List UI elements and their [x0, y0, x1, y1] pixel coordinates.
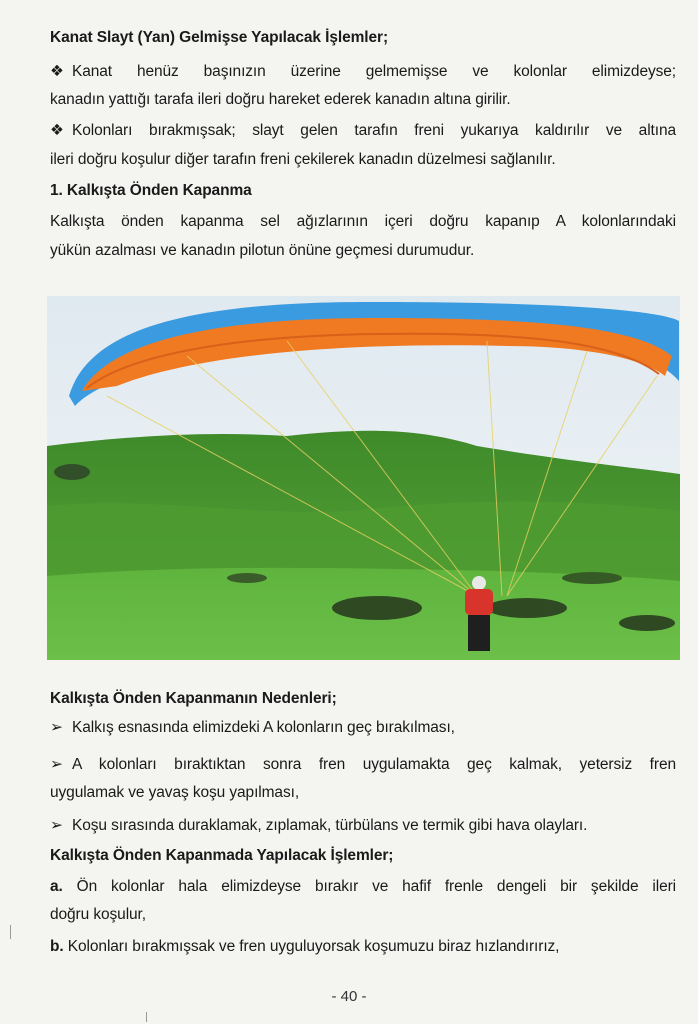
arrow-bullet-line [50, 812, 676, 839]
scan-mark [10, 925, 11, 939]
text-line: A kolonları bıraktıktan sonra fren uygulamakta geç kalmak, yetersiz fren [72, 756, 676, 773]
text-line: ileri doğru koşulur diğer tarafın freni çekilerek kanadın düzelmesi sağlanılır. [50, 151, 556, 168]
text-line: Kalkışta önden kapanma sel ağızlarının içeri doğru kapanıp A kolonlarındaki [50, 213, 676, 230]
text-line: Koşu sırasında duraklamak, zıplamak, türbülans ve termik gibi hava olayları. [72, 817, 588, 834]
bullet-line [50, 117, 676, 144]
text-line: Ön kolonlar hala elimizdeyse bırakır ve hafif frenle dengeli bir şekilde ileri [76, 878, 676, 895]
text-line: doğru koşulur, [50, 906, 146, 923]
lettered-item-b [50, 933, 676, 960]
text-line: kanadın yattığı tarafa ileri doğru hareket ederek kanadın altına girilir. [50, 91, 511, 108]
section-heading-slayt: Kanat Slayt (Yan) Gelmişse Yapılacak İşlemler; [50, 29, 389, 46]
text-line: Kolonları bırakmışsak ve fren uyguluyorsak koşumuzu biraz hızlandırırız, [67, 938, 560, 955]
scan-mark [146, 1012, 147, 1022]
item-label: b. [50, 938, 64, 955]
section-heading-islemler: Kalkışta Önden Kapanmada Yapılacak İşlemler; [50, 847, 394, 864]
arrow-bullet-icon: ➢ [50, 719, 63, 736]
paraglider-photo [47, 296, 680, 660]
arrow-bullet-icon: ➢ [50, 756, 63, 773]
text-line: uygulamak ve yavaş koşu yapılması, [50, 784, 300, 801]
arrow-bullet-icon: ➢ [50, 817, 63, 834]
bullet-line [50, 58, 676, 85]
text-line: Kanat henüz başınızın üzerine gelmemişse ve kolonlar elimizdeyse; [72, 63, 676, 80]
diamond-bullet-icon: ❖ [50, 122, 64, 139]
text-line: Kolonları bırakmışsak; slayt gelen tarafın freni yukarıya kaldırılır ve altına [72, 122, 676, 139]
page-number: - 40 - [331, 988, 367, 1005]
text-line: yükün azalması ve kanadın pilotun önüne geçmesi durumudur. [50, 242, 475, 259]
lettered-item-a [50, 873, 676, 900]
item-label: a. [50, 878, 63, 895]
arrow-bullet-line [50, 714, 676, 741]
diamond-bullet-icon: ❖ [50, 63, 64, 80]
text-line: Kalkış esnasında elimizdeki A kolonların geç bırakılması, [72, 719, 455, 736]
section-heading-nedenler: Kalkışta Önden Kapanmanın Nedenleri; [50, 690, 337, 707]
section-heading-onden-kapanma: 1. Kalkışta Önden Kapanma [50, 182, 252, 199]
arrow-bullet-line [50, 751, 676, 778]
